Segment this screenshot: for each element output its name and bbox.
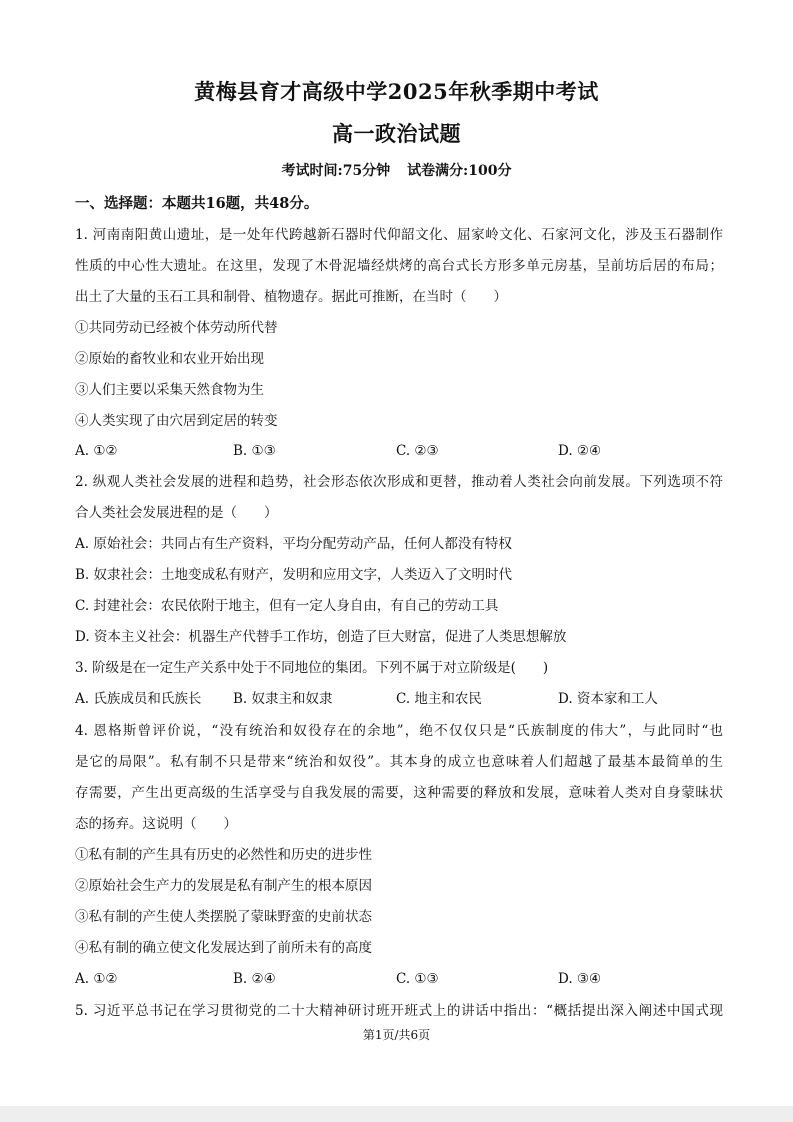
exam-meta xyxy=(0,160,793,180)
q3-option-c: C. 地主和农民 xyxy=(396,691,482,707)
q1-stem-line: 出土了大量的玉石工具和制骨、植物遗存。据此可推断，在当时（ ） xyxy=(75,289,507,305)
full-score: 试卷满分:100分 xyxy=(407,163,512,179)
q1-option-d: D. ②④ xyxy=(558,443,602,459)
q2-option-a: A. 原始社会：共同占有生产资料，平均分配劳动产品，任何人都没有特权 xyxy=(75,536,512,552)
page-footer: 第1页/共6页 xyxy=(362,1028,431,1042)
q2-stem-line: 合人类社会发展进程的是（ ） xyxy=(75,505,278,521)
q4-stem-line: 态的扬弃。这说明（ ） xyxy=(75,816,237,832)
section-heading: 一、选择题：本题共16题，共48分。 xyxy=(75,195,319,212)
q4-item: ②原始社会生产力的发展是私有制产生的根本原因 xyxy=(75,878,372,894)
q4-stem-line: 4. 恩格斯曾评价说，“没有统治和奴役存在的余地”，绝不仅仅只是“氏族制度的伟大”，与此同时“也 xyxy=(75,723,723,739)
q4-item: ④私有制的确立使文化发展达到了前所未有的高度 xyxy=(75,940,372,956)
q4-option-b: B. ②④ xyxy=(233,971,276,987)
q3-option-a: A. 氏族成员和氏族长 xyxy=(75,691,202,707)
q1-stem-line: 性质的中心性大遗址。在这里，发现了木骨泥墙经烘烤的高台式长方形多单元房基，呈前坊后居的布局； xyxy=(75,258,723,274)
q2-option-c: C. 封建社会：农民依附于地主，但有一定人身自由，有自己的劳动工具 xyxy=(75,598,499,614)
exam-time: 考试时间:75分钟 xyxy=(281,163,391,179)
q2-stem-line: 2. 纵观人类社会发展的进程和趋势，社会形态依次形成和更替，推动着人类社会向前发展。下列选项不符 xyxy=(75,474,723,490)
q4-item: ③私有制的产生使人类摆脱了蒙昧野蛮的史前状态 xyxy=(75,909,372,925)
q4-option-d: D. ③④ xyxy=(558,971,602,987)
q1-item: ②原始的畜牧业和农业开始出现 xyxy=(75,351,264,367)
q1-item: ④人类实现了由穴居到定居的转变 xyxy=(75,413,278,429)
q1-item: ③人们主要以采集天然食物为生 xyxy=(75,382,264,398)
q4-item: ①私有制的产生具有历史的必然性和历史的进步性 xyxy=(75,847,372,863)
page-bottom-edge xyxy=(0,1106,793,1122)
q1-option-b: B. ①③ xyxy=(233,443,276,459)
q1-option-a: A. ①② xyxy=(75,443,118,459)
q4-option-a: A. ①② xyxy=(75,971,118,987)
q4-stem-line: 存需要，产生出更高级的生活享受与自我发展的需要，这种需要的释放和发展，意味着人类对自身蒙昧状 xyxy=(75,785,723,801)
exam-subtitle: 高一政治试题 xyxy=(332,121,461,146)
q4-stem-line: 是它的局限”。私有制不只是带来“统治和奴役”。其本身的成立也意味着人们超越了最基本最简单的生 xyxy=(75,754,723,770)
q4-option-c: C. ①③ xyxy=(396,971,439,987)
q1-item: ①共同劳动已经被个体劳动所代替 xyxy=(75,320,278,336)
q3-stem: 3. 阶级是在一定生产关系中处于不同地位的集团。下列不属于对立阶级是( ) xyxy=(75,660,549,676)
exam-title: 黄梅县育才高级中学2025年秋季期中考试 xyxy=(194,79,599,104)
q3-option-b: B. 奴隶主和奴隶 xyxy=(233,691,333,707)
q5-stem: 5. 习近平总书记在学习贯彻党的二十大精神研讨班开班式上的讲话中指出：“概括提出深入阐述中国式现 xyxy=(75,1003,723,1019)
q3-option-d: D. 资本家和工人 xyxy=(558,691,658,707)
q2-option-d: D. 资本主义社会：机器生产代替手工作坊，创造了巨大财富，促进了人类思想解放 xyxy=(75,629,567,645)
q1-option-c: C. ②③ xyxy=(396,443,439,459)
q2-option-b: B. 奴隶社会：土地变成私有财产，发明和应用文字，人类迈入了文明时代 xyxy=(75,567,513,583)
q1-stem-line: 1. 河南南阳黄山遗址，是一处年代跨越新石器时代仰韶文化、屈家岭文化、石家河文化，涉及玉石器制作 xyxy=(75,227,723,243)
